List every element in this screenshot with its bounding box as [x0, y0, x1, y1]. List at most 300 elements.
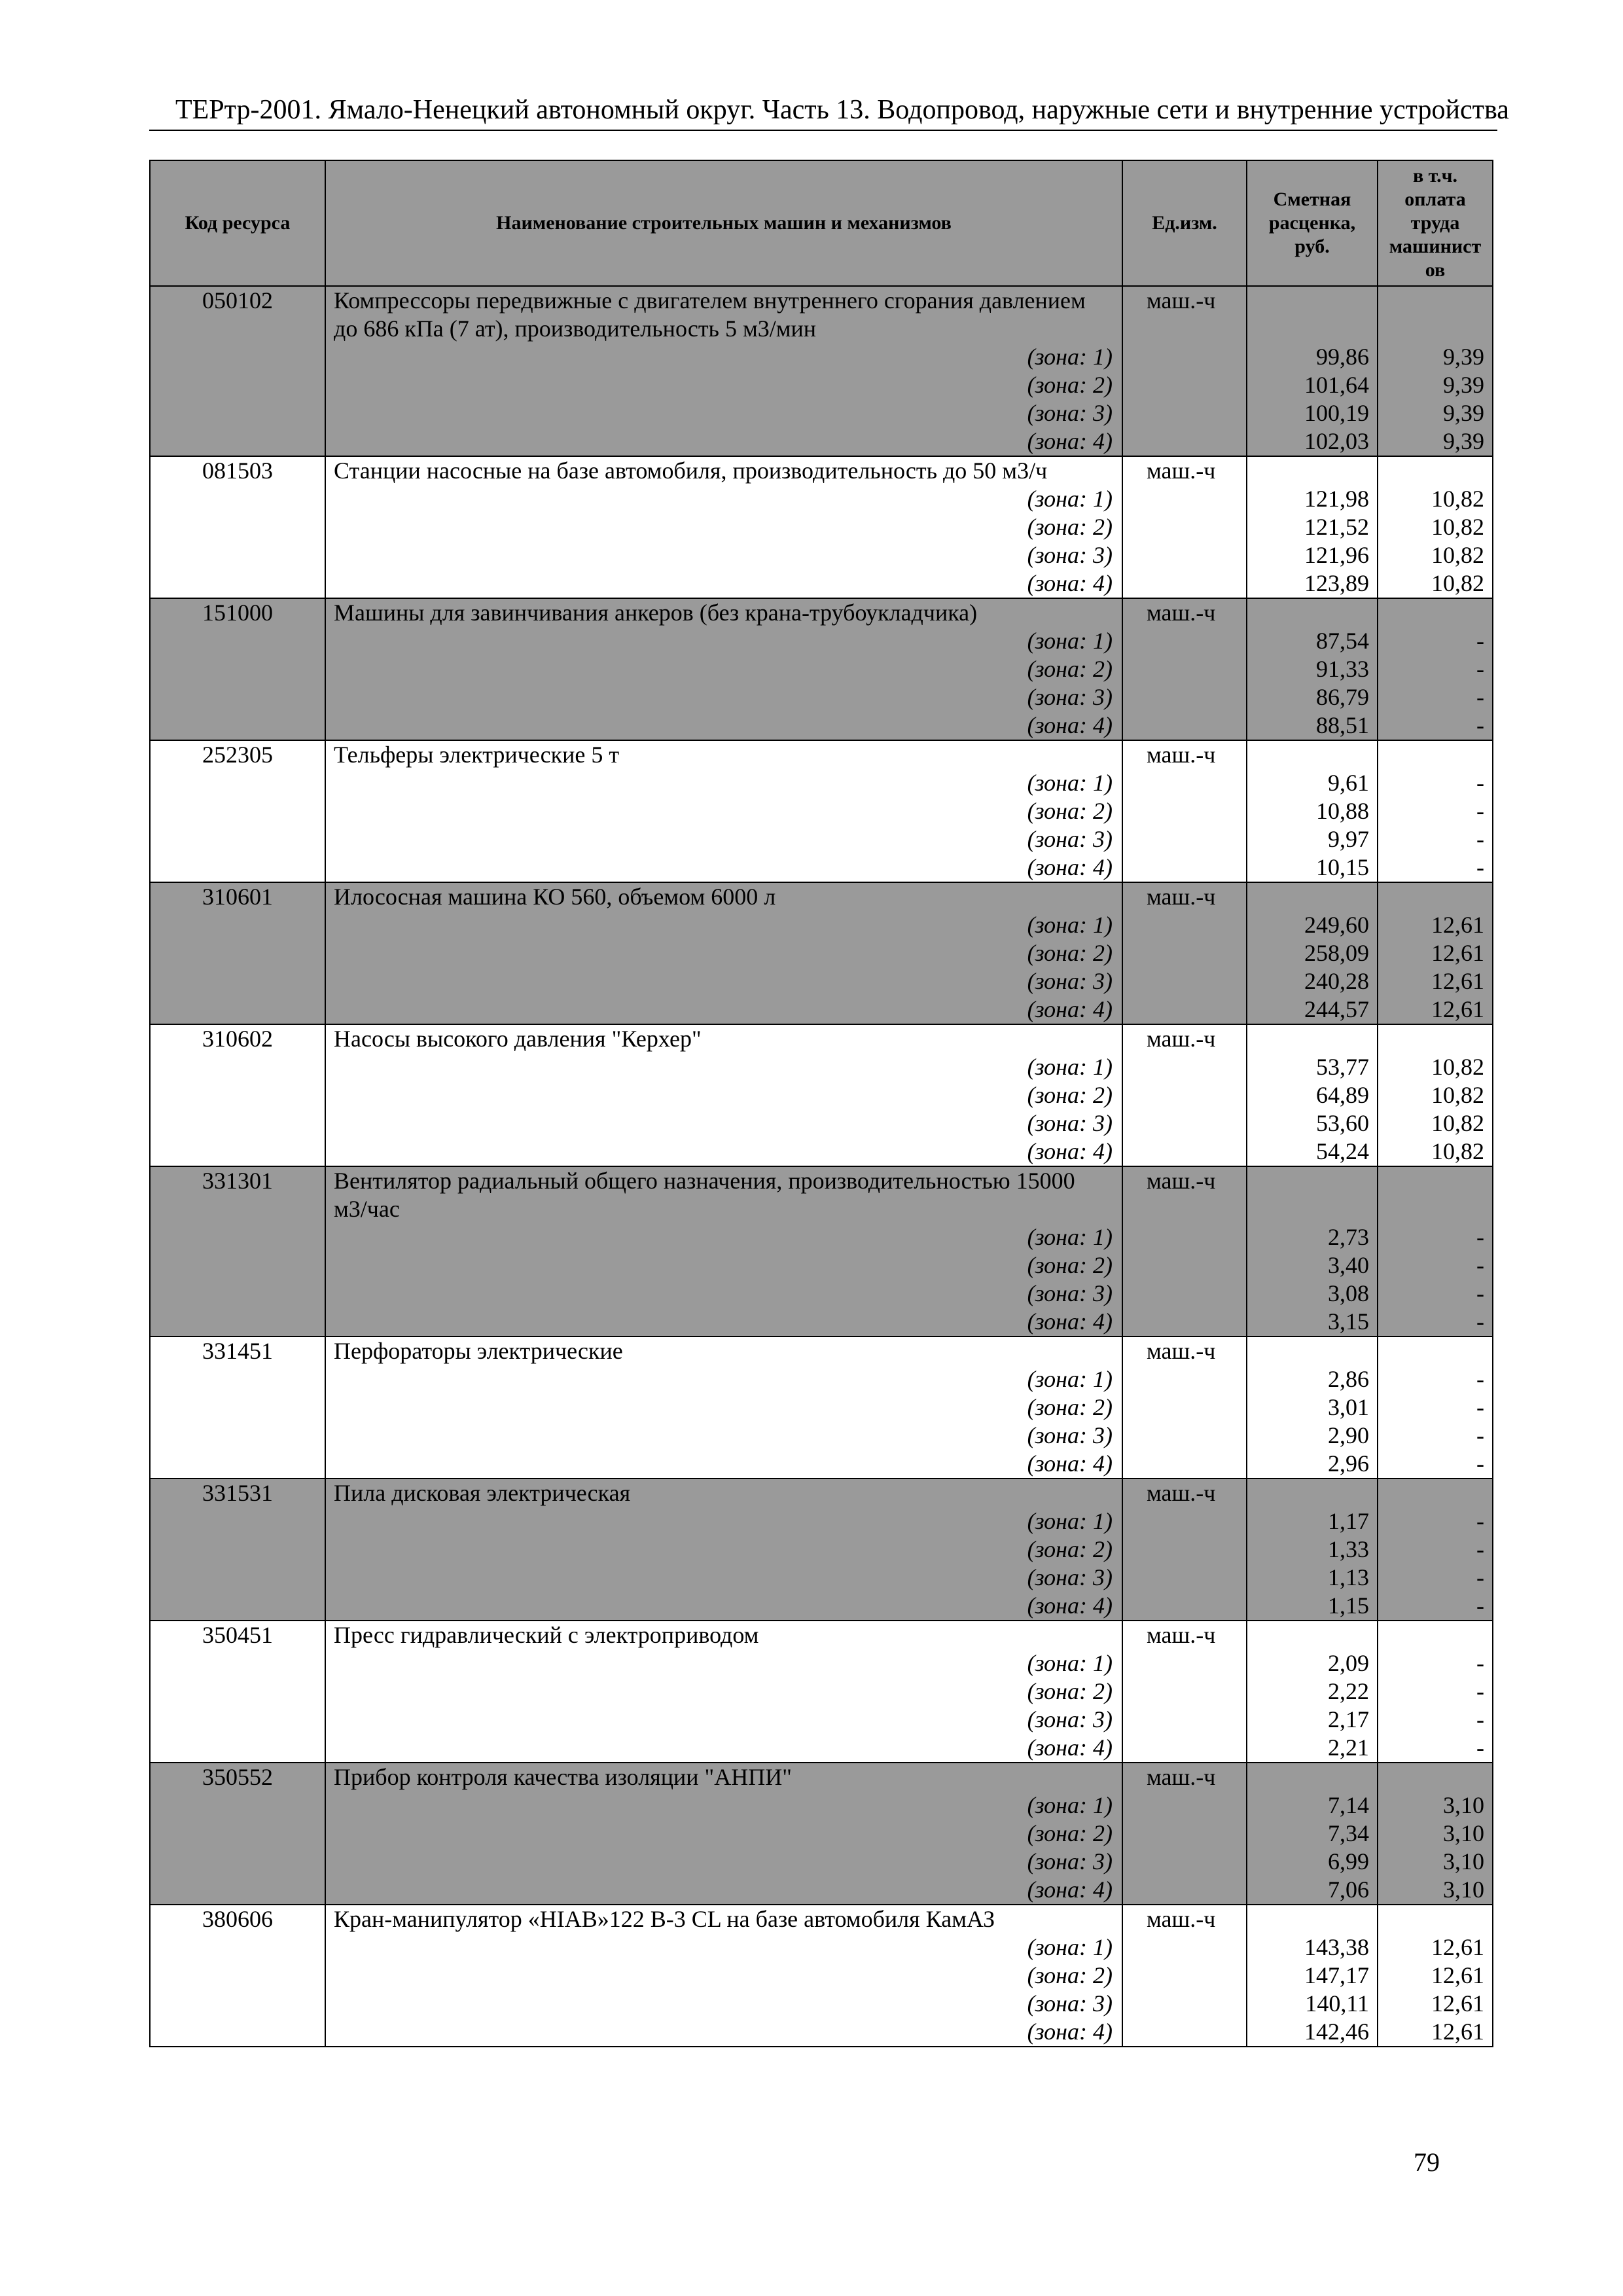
unit-cell — [1122, 1053, 1247, 1081]
price-cell: 88,51 — [1247, 711, 1378, 740]
operator-pay-cell: 12,61 — [1378, 2018, 1493, 2047]
unit-cell — [1122, 1422, 1247, 1450]
table-row — [150, 967, 1493, 996]
table-row — [150, 315, 1493, 343]
operator-pay-cell: - — [1378, 1592, 1493, 1621]
resource-name-cell: Машины для завинчивания анкеров (без крана-трубоукладчика) — [325, 598, 1122, 627]
price-cell: 258,09 — [1247, 939, 1378, 967]
unit-cell — [1122, 711, 1247, 740]
price-cell: 9,61 — [1247, 769, 1378, 797]
unit-cell: маш.-ч — [1122, 1479, 1247, 1507]
unit-cell: маш.-ч — [1122, 1763, 1247, 1791]
price-cell — [1247, 1336, 1378, 1365]
price-cell: 123,89 — [1247, 569, 1378, 598]
price-cell — [1247, 286, 1378, 315]
zone-label-cell: (зона: 3) — [325, 399, 1122, 427]
resource-name-cell: Прибор контроля качества изоляции "АНПИ" — [325, 1763, 1122, 1791]
table-row — [150, 711, 1493, 740]
price-cell: 2,73 — [1247, 1223, 1378, 1251]
column-header-unit: Ед.изм. — [1122, 160, 1247, 286]
resource-group — [150, 598, 1493, 740]
unit-cell: маш.-ч — [1122, 1336, 1247, 1365]
table-row — [150, 996, 1493, 1024]
price-cell: 121,98 — [1247, 485, 1378, 513]
price-cell — [1247, 456, 1378, 485]
price-cell — [1247, 1166, 1378, 1195]
unit-cell — [1122, 1280, 1247, 1308]
table-row — [150, 1876, 1493, 1905]
operator-pay-cell: 9,39 — [1378, 371, 1493, 399]
unit-cell — [1122, 967, 1247, 996]
unit-cell — [1122, 1820, 1247, 1848]
operator-pay-cell: 10,82 — [1378, 1081, 1493, 1109]
resource-code-cell — [150, 683, 325, 711]
resource-name-cell: Кран-манипулятор «HIAB»122 B-3 CL на базе автомобиля КамАЗ — [325, 1905, 1122, 1933]
zone-label-cell: (зона: 4) — [325, 711, 1122, 740]
resource-group — [150, 1621, 1493, 1763]
zone-label-cell: (зона: 2) — [325, 1962, 1122, 1990]
price-cell: 121,52 — [1247, 513, 1378, 541]
zone-label-cell: (зона: 1) — [325, 1791, 1122, 1820]
resource-name-cell: до 686 кПа (7 ат), производительность 5 м3/мин — [325, 315, 1122, 343]
unit-cell — [1122, 1450, 1247, 1479]
resource-group — [150, 286, 1493, 456]
unit-cell — [1122, 1507, 1247, 1535]
resource-code-cell — [150, 627, 325, 655]
table-row — [150, 1592, 1493, 1621]
zone-label-cell: (зона: 3) — [325, 1422, 1122, 1450]
operator-pay-cell: 3,10 — [1378, 1820, 1493, 1848]
resource-code-cell — [150, 1990, 325, 2018]
zone-label-cell: (зона: 3) — [325, 1109, 1122, 1138]
operator-pay-cell: - — [1378, 1223, 1493, 1251]
price-cell — [1247, 1905, 1378, 1933]
unit-cell — [1122, 1564, 1247, 1592]
operator-pay-cell: 12,61 — [1378, 939, 1493, 967]
resource-code-cell: 331451 — [150, 1336, 325, 1365]
unit-cell — [1122, 1393, 1247, 1422]
unit-cell — [1122, 1138, 1247, 1166]
unit-cell — [1122, 1592, 1247, 1621]
operator-pay-cell: 10,82 — [1378, 1109, 1493, 1138]
unit-cell — [1122, 769, 1247, 797]
column-header-name: Наименование строительных машин и механизмов — [325, 160, 1122, 286]
resource-code-cell — [150, 1962, 325, 1990]
zone-label-cell: (зона: 2) — [325, 797, 1122, 825]
resource-code-cell — [150, 967, 325, 996]
operator-pay-cell: - — [1378, 1507, 1493, 1535]
price-cell: 2,90 — [1247, 1422, 1378, 1450]
resource-code-cell — [150, 853, 325, 882]
table-row — [150, 513, 1493, 541]
table-row — [150, 1393, 1493, 1422]
unit-cell: маш.-ч — [1122, 882, 1247, 911]
zone-label-cell: (зона: 2) — [325, 939, 1122, 967]
operator-pay-cell: 10,82 — [1378, 513, 1493, 541]
zone-label-cell: (зона: 1) — [325, 1223, 1122, 1251]
resource-code-cell: 050102 — [150, 286, 325, 315]
price-cell: 249,60 — [1247, 911, 1378, 939]
table-row — [150, 1308, 1493, 1336]
zone-label-cell: (зона: 1) — [325, 1933, 1122, 1962]
unit-cell: маш.-ч — [1122, 598, 1247, 627]
resource-name-cell: м3/час — [325, 1195, 1122, 1223]
operator-pay-cell: 12,61 — [1378, 1990, 1493, 2018]
resource-code-cell — [150, 1251, 325, 1280]
operator-pay-cell — [1378, 1479, 1493, 1507]
resource-code-cell — [150, 1649, 325, 1677]
resource-group — [150, 740, 1493, 882]
price-cell — [1247, 1763, 1378, 1791]
resource-code-cell — [150, 1223, 325, 1251]
operator-pay-cell: 12,61 — [1378, 967, 1493, 996]
unit-cell — [1122, 1251, 1247, 1280]
resource-code-cell — [150, 996, 325, 1024]
operator-pay-cell: - — [1378, 1535, 1493, 1564]
unit-cell — [1122, 315, 1247, 343]
resource-code-cell: 310601 — [150, 882, 325, 911]
price-cell: 54,24 — [1247, 1138, 1378, 1166]
operator-pay-cell: 3,10 — [1378, 1876, 1493, 1905]
table-row — [150, 911, 1493, 939]
resource-code-cell: 350552 — [150, 1763, 325, 1791]
price-cell: 101,64 — [1247, 371, 1378, 399]
table-row — [150, 1564, 1493, 1592]
column-header-pay: в т.ч. оплата труда машинист ов — [1378, 160, 1493, 286]
resource-code-cell — [150, 1820, 325, 1848]
table-header-row — [150, 160, 1493, 286]
table-row — [150, 683, 1493, 711]
machine-rates-table — [149, 160, 1493, 2047]
table-row — [150, 797, 1493, 825]
unit-cell — [1122, 853, 1247, 882]
unit-cell: маш.-ч — [1122, 1024, 1247, 1053]
price-cell — [1247, 882, 1378, 911]
zone-label-cell: (зона: 2) — [325, 1393, 1122, 1422]
resource-code-cell — [150, 711, 325, 740]
resource-code-cell: 331301 — [150, 1166, 325, 1195]
table-row — [150, 1336, 1493, 1365]
resource-code-cell: 350451 — [150, 1621, 325, 1649]
table-row — [150, 286, 1493, 315]
unit-cell — [1122, 1734, 1247, 1763]
table-row — [150, 1422, 1493, 1450]
zone-label-cell: (зона: 3) — [325, 825, 1122, 853]
price-cell: 2,96 — [1247, 1450, 1378, 1479]
unit-cell — [1122, 569, 1247, 598]
operator-pay-cell: - — [1378, 1564, 1493, 1592]
table-row — [150, 1706, 1493, 1734]
operator-pay-cell — [1378, 1905, 1493, 1933]
table-row — [150, 569, 1493, 598]
price-cell: 91,33 — [1247, 655, 1378, 683]
table-row — [150, 1621, 1493, 1649]
unit-cell — [1122, 627, 1247, 655]
operator-pay-cell — [1378, 1336, 1493, 1365]
operator-pay-cell: - — [1378, 1706, 1493, 1734]
resource-code-cell — [150, 569, 325, 598]
table-row — [150, 939, 1493, 967]
operator-pay-cell — [1378, 598, 1493, 627]
table-row — [150, 1365, 1493, 1393]
resource-code-cell — [150, 797, 325, 825]
unit-cell — [1122, 1933, 1247, 1962]
zone-label-cell: (зона: 4) — [325, 1138, 1122, 1166]
table-row — [150, 825, 1493, 853]
zone-label-cell: (зона: 3) — [325, 1280, 1122, 1308]
operator-pay-cell: 12,61 — [1378, 911, 1493, 939]
resource-code-cell — [150, 1564, 325, 1592]
unit-cell — [1122, 1848, 1247, 1876]
table-row — [150, 1109, 1493, 1138]
resource-group — [150, 1024, 1493, 1166]
price-cell: 140,11 — [1247, 1990, 1378, 2018]
unit-cell — [1122, 825, 1247, 853]
unit-cell — [1122, 1308, 1247, 1336]
zone-label-cell: (зона: 4) — [325, 853, 1122, 882]
zone-label-cell: (зона: 3) — [325, 1564, 1122, 1592]
table-row — [150, 882, 1493, 911]
resource-code-cell: 081503 — [150, 456, 325, 485]
table-row — [150, 1479, 1493, 1507]
unit-cell — [1122, 1706, 1247, 1734]
zone-label-cell: (зона: 2) — [325, 1535, 1122, 1564]
table-row — [150, 485, 1493, 513]
table-row — [150, 399, 1493, 427]
zone-label-cell: (зона: 4) — [325, 2018, 1122, 2047]
price-cell: 9,97 — [1247, 825, 1378, 853]
price-cell: 1,33 — [1247, 1535, 1378, 1564]
operator-pay-cell: - — [1378, 1280, 1493, 1308]
operator-pay-cell: 9,39 — [1378, 399, 1493, 427]
operator-pay-cell — [1378, 315, 1493, 343]
zone-label-cell: (зона: 3) — [325, 1990, 1122, 2018]
price-cell: 3,08 — [1247, 1280, 1378, 1308]
resource-code-cell — [150, 1308, 325, 1336]
operator-pay-cell: 10,82 — [1378, 485, 1493, 513]
unit-cell — [1122, 1677, 1247, 1706]
price-cell: 147,17 — [1247, 1962, 1378, 1990]
operator-pay-cell: 10,82 — [1378, 541, 1493, 569]
resource-code-cell — [150, 427, 325, 456]
resource-code-cell — [150, 825, 325, 853]
resource-group — [150, 1479, 1493, 1621]
table-row — [150, 1223, 1493, 1251]
price-cell: 1,13 — [1247, 1564, 1378, 1592]
unit-cell — [1122, 1791, 1247, 1820]
table-row — [150, 598, 1493, 627]
resource-code-cell — [150, 1280, 325, 1308]
table-row — [150, 1649, 1493, 1677]
zone-label-cell: (зона: 1) — [325, 485, 1122, 513]
resource-code-cell — [150, 1450, 325, 1479]
operator-pay-cell — [1378, 456, 1493, 485]
operator-pay-cell: - — [1378, 711, 1493, 740]
resource-code-cell — [150, 1507, 325, 1535]
unit-cell — [1122, 2018, 1247, 2047]
resource-code-cell — [150, 1365, 325, 1393]
unit-cell: маш.-ч — [1122, 1166, 1247, 1195]
resource-name-cell: Станции насосные на базе автомобиля, производительность до 50 м3/ч — [325, 456, 1122, 485]
resource-name-cell: Компрессоры передвижные с двигателем внутреннего сгорания давлением — [325, 286, 1122, 315]
unit-cell — [1122, 797, 1247, 825]
price-cell — [1247, 1024, 1378, 1053]
resource-name-cell: Пресс гидравлический с электроприводом — [325, 1621, 1122, 1649]
zone-label-cell: (зона: 2) — [325, 371, 1122, 399]
price-cell — [1247, 598, 1378, 627]
zone-label-cell: (зона: 3) — [325, 683, 1122, 711]
column-header-price: Сметная расценка, руб. — [1247, 160, 1378, 286]
resource-code-cell: 151000 — [150, 598, 325, 627]
table-row — [150, 627, 1493, 655]
page-header-title: ТЕРтр-2001. Ямало-Ненецкий автономный округ. Часть 13. Водопровод, наружные сети и внутренние устройства — [175, 95, 1509, 125]
zone-label-cell: (зона: 3) — [325, 541, 1122, 569]
zone-label-cell: (зона: 3) — [325, 1848, 1122, 1876]
zone-label-cell: (зона: 2) — [325, 513, 1122, 541]
unit-cell — [1122, 996, 1247, 1024]
unit-cell — [1122, 541, 1247, 569]
operator-pay-cell: - — [1378, 1677, 1493, 1706]
zone-label-cell: (зона: 1) — [325, 1649, 1122, 1677]
operator-pay-cell: 9,39 — [1378, 427, 1493, 456]
table-row — [150, 655, 1493, 683]
operator-pay-cell — [1378, 1195, 1493, 1223]
unit-cell — [1122, 1535, 1247, 1564]
price-cell: 244,57 — [1247, 996, 1378, 1024]
price-cell: 53,77 — [1247, 1053, 1378, 1081]
zone-label-cell: (зона: 1) — [325, 1053, 1122, 1081]
price-cell — [1247, 1195, 1378, 1223]
resource-code-cell — [150, 1109, 325, 1138]
price-cell: 64,89 — [1247, 1081, 1378, 1109]
resource-code-cell — [150, 1592, 325, 1621]
operator-pay-cell: 3,10 — [1378, 1791, 1493, 1820]
price-cell: 142,46 — [1247, 2018, 1378, 2047]
resource-code-cell — [150, 1138, 325, 1166]
unit-cell: маш.-ч — [1122, 740, 1247, 769]
resource-code-cell — [150, 2018, 325, 2047]
resource-code-cell — [150, 485, 325, 513]
table-row — [150, 1677, 1493, 1706]
resource-code-cell — [150, 1081, 325, 1109]
price-cell — [1247, 1479, 1378, 1507]
price-cell: 86,79 — [1247, 683, 1378, 711]
operator-pay-cell: - — [1378, 1251, 1493, 1280]
operator-pay-cell: - — [1378, 627, 1493, 655]
resource-group — [150, 1336, 1493, 1479]
price-cell: 10,88 — [1247, 797, 1378, 825]
unit-cell — [1122, 1649, 1247, 1677]
resource-name-cell: Вентилятор радиальный общего назначения, производительностью 15000 — [325, 1166, 1122, 1195]
resource-group — [150, 882, 1493, 1024]
zone-label-cell: (зона: 4) — [325, 1734, 1122, 1763]
operator-pay-cell: - — [1378, 1393, 1493, 1422]
unit-cell: маш.-ч — [1122, 456, 1247, 485]
price-cell: 2,22 — [1247, 1677, 1378, 1706]
operator-pay-cell: - — [1378, 1308, 1493, 1336]
unit-cell — [1122, 1365, 1247, 1393]
table-row — [150, 2018, 1493, 2047]
zone-label-cell: (зона: 4) — [325, 1308, 1122, 1336]
zone-label-cell: (зона: 3) — [325, 967, 1122, 996]
zone-label-cell: (зона: 1) — [325, 343, 1122, 371]
unit-cell — [1122, 1109, 1247, 1138]
operator-pay-cell — [1378, 1166, 1493, 1195]
price-cell: 2,09 — [1247, 1649, 1378, 1677]
resource-code-cell: 331531 — [150, 1479, 325, 1507]
table-row — [150, 769, 1493, 797]
resource-group — [150, 1763, 1493, 1905]
price-cell: 1,17 — [1247, 1507, 1378, 1535]
unit-cell — [1122, 1195, 1247, 1223]
resource-group — [150, 456, 1493, 598]
price-cell: 3,15 — [1247, 1308, 1378, 1336]
resource-code-cell — [150, 1933, 325, 1962]
price-cell: 53,60 — [1247, 1109, 1378, 1138]
resource-code-cell — [150, 1734, 325, 1763]
price-cell: 3,40 — [1247, 1251, 1378, 1280]
zone-label-cell: (зона: 4) — [325, 427, 1122, 456]
operator-pay-cell: - — [1378, 1734, 1493, 1763]
zone-label-cell: (зона: 2) — [325, 1677, 1122, 1706]
operator-pay-cell: - — [1378, 683, 1493, 711]
price-cell: 1,15 — [1247, 1592, 1378, 1621]
price-cell: 100,19 — [1247, 399, 1378, 427]
resource-code-cell — [150, 911, 325, 939]
operator-pay-cell: - — [1378, 1450, 1493, 1479]
operator-pay-cell: 9,39 — [1378, 343, 1493, 371]
table-row — [150, 1053, 1493, 1081]
price-cell — [1247, 1621, 1378, 1649]
resource-code-cell: 252305 — [150, 740, 325, 769]
page-number: 79 — [1414, 2147, 1440, 2177]
operator-pay-cell — [1378, 882, 1493, 911]
resource-code-cell — [150, 769, 325, 797]
resource-code-cell — [150, 1053, 325, 1081]
resource-name-cell: Насосы высокого давления "Керхер" — [325, 1024, 1122, 1053]
table-row — [150, 1166, 1493, 1195]
resource-code-cell — [150, 1393, 325, 1422]
resource-code-cell — [150, 655, 325, 683]
operator-pay-cell — [1378, 1024, 1493, 1053]
unit-cell — [1122, 1081, 1247, 1109]
resource-code-cell — [150, 399, 325, 427]
resource-code-cell — [150, 513, 325, 541]
resource-code-cell — [150, 371, 325, 399]
unit-cell — [1122, 911, 1247, 939]
table-row — [150, 1195, 1493, 1223]
table-row — [150, 456, 1493, 485]
table-row — [150, 1905, 1493, 1933]
resource-name-cell: Пила дисковая электрическая — [325, 1479, 1122, 1507]
unit-cell — [1122, 343, 1247, 371]
unit-cell — [1122, 513, 1247, 541]
price-cell: 240,28 — [1247, 967, 1378, 996]
unit-cell — [1122, 371, 1247, 399]
price-cell: 3,01 — [1247, 1393, 1378, 1422]
unit-cell — [1122, 1876, 1247, 1905]
table-row — [150, 1820, 1493, 1848]
operator-pay-cell: 10,82 — [1378, 569, 1493, 598]
price-cell: 6,99 — [1247, 1848, 1378, 1876]
operator-pay-cell: - — [1378, 1365, 1493, 1393]
resource-code-cell — [150, 1876, 325, 1905]
unit-cell: маш.-ч — [1122, 1621, 1247, 1649]
operator-pay-cell: 12,61 — [1378, 1962, 1493, 1990]
operator-pay-cell: - — [1378, 655, 1493, 683]
table-row — [150, 427, 1493, 456]
operator-pay-cell: 10,82 — [1378, 1053, 1493, 1081]
